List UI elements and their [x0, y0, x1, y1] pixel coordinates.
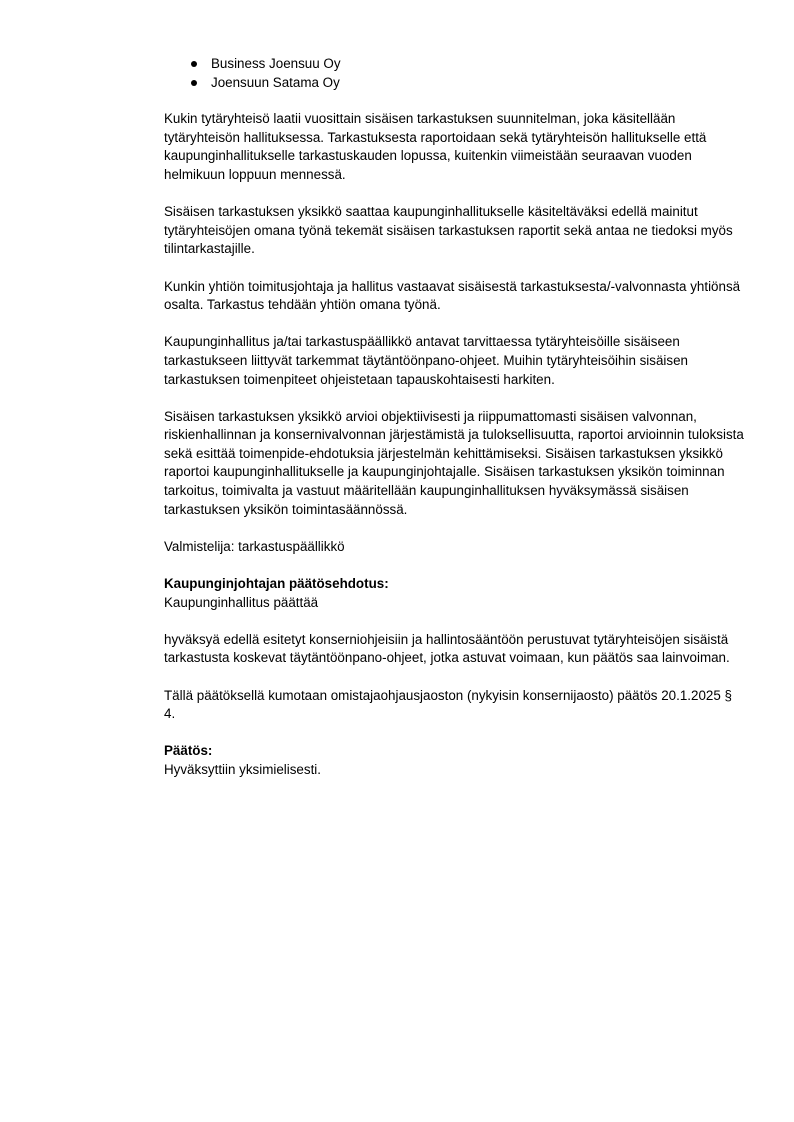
decision-heading: Päätös: — [164, 743, 213, 759]
proposal-heading: Kaupunginjohtajan päätösehdotus: — [164, 576, 389, 592]
bullet-icon — [191, 80, 197, 86]
paragraph-reports: Sisäisen tarkastuksen yksikkö saattaa kaupunginhallitukselle käsiteltäväksi edellä mainitut tytäryhteisöjen omana työnä tekemät sisäisen tarkastuksen raportit sekä antaa ne tiedoksi myös tilintarkastajille. — [164, 204, 733, 257]
proposal-decision-text: hyväksyä edellä esitetyt konserniohjeisiin ja hallintosääntöön perustuvat tytäryhteisöjen sisäistä tarkastusta koskevat täytäntöönpano-ohjeet, jotka astuvat voimaan, kun päätös saa lainvoiman. — [164, 631, 730, 666]
list-item-text: Joensuun Satama Oy — [211, 74, 340, 90]
document-body — [164, 55, 744, 798]
proposal-intro: Kaupunginhallitus päättää — [164, 594, 319, 610]
paragraph-instructions: Kaupunginhallitus ja/tai tarkastuspäällikkö antavat tarvittaessa tytäryhteisöille sisäiseen tarkastukseen liittyvät tarkemmat täytäntöönpano-ohjeet. Muihin tytäryhteisöihin sisäisen tarkastuksen toimenpiteet ohjeistetaan tapauskohtaisesti harkiten. — [164, 334, 688, 387]
decision-text: Hyväksyttiin yksimielisesti. — [164, 761, 321, 777]
paragraph-responsibility: Kunkin yhtiön toimitusjohtaja ja hallitus vastaavat sisäisestä tarkastuksesta/-valvonnasta yhtiönsä osalta. Tarkastus tehdään yhtiön omana työnä. — [164, 278, 741, 313]
bullet-icon — [191, 61, 197, 67]
list-item — [164, 55, 744, 74]
subsidiary-list — [164, 55, 744, 92]
paragraph-annual-plan: Kukin tytäryhteisö laatii vuosittain sisäisen tarkastuksen suunnitelman, joka käsitellään tytäryhteisön hallituksessa. Tarkastuksesta raportoidaan sekä tytäryhteisön hallitukselle että kaupunginhallitukselle tarkastuskauden lopussa, kuitenkin viimeistään seuraavan vuoden helmikuun loppuun mennessä. — [164, 111, 707, 182]
list-item-text: Business Joensuu Oy — [211, 56, 341, 71]
list-item — [164, 74, 744, 93]
paragraph-internal-audit-unit: Sisäisen tarkastuksen yksikkö arvioi objektiivisesti ja riippumattomasti sisäisen valvonnan, riskienhallinnan ja konsernivalvonnan järjestämistä ja tuloksellisuutta, raportoi arvioinnin tuloksista sekä esittää toimenpide-ehdotuksia järjestelmän kehittämiseksi. Sisäisen tarkastuksen yksikkö raportoi kaupunginhallitukselle ja kaupunginjohtajalle. Sisäisen tarkastuksen yksikön toiminnan tarkoitus, toimivalta ja vastuut määritellään kaupunginhallituksen hyväksymässä sisäisen tarkastuksen yksikön toimintasäännössä. — [164, 408, 744, 517]
proposal-repeal-text: Tällä päätöksellä kumotaan omistajaohjausjaoston (nykyisin konsernijaosto) päätös 20.1.2025 § 4. — [164, 687, 732, 722]
preparer-line: Valmistelija: tarkastuspäällikkö — [164, 538, 345, 554]
